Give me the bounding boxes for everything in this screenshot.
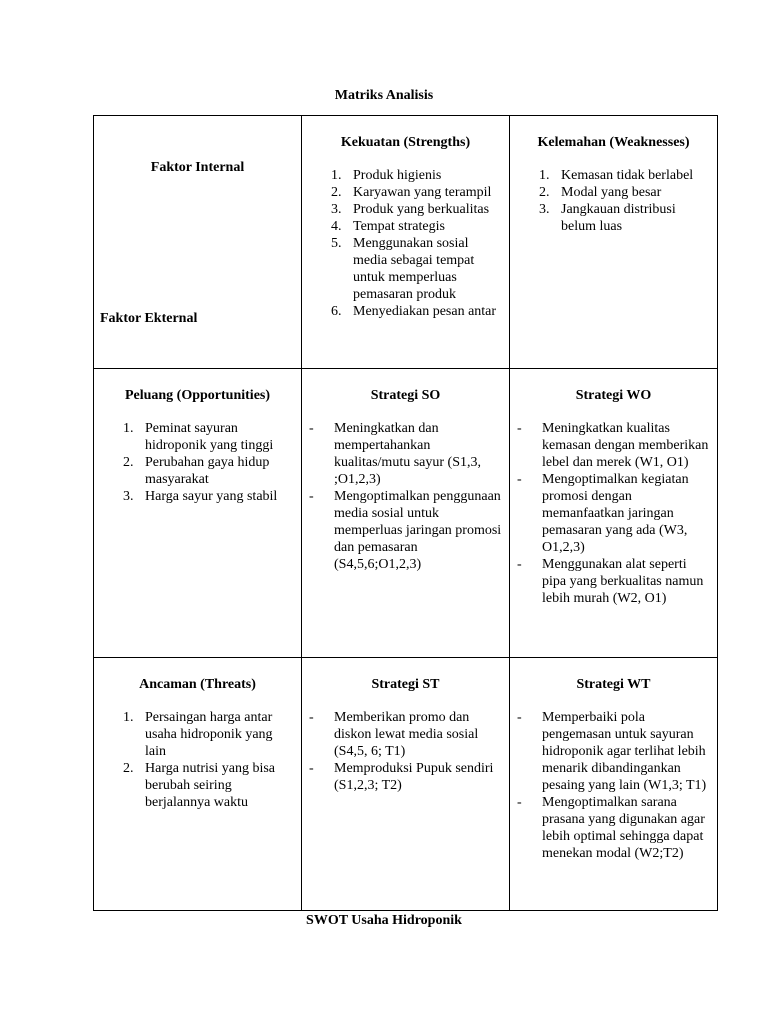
wo-heading: Strategi WO [575, 388, 652, 403]
corner-cell [94, 116, 302, 369]
table-caption: SWOT Usaha Hidroponik [306, 913, 462, 928]
list-item: - Memberikan promo dan diskon lewat media sosial (S4,5, 6; T1) [309, 710, 479, 759]
threats-heading: Ancaman (Threats) [139, 677, 256, 692]
threats-cell [94, 658, 302, 911]
wo-list [510, 420, 717, 607]
list-item: 1. Kemasan tidak berlabel [539, 168, 694, 183]
table-row [94, 116, 718, 369]
list-item: 2. Harga nutrisi yang bisa berubah seiring berjalannya waktu [123, 761, 275, 810]
strengths-cell [302, 116, 510, 369]
external-factor-label: Faktor Ekternal [100, 311, 198, 326]
strengths-list [302, 167, 509, 320]
st-list [302, 709, 509, 794]
weaknesses-cell [510, 116, 718, 369]
list-item: - Memproduksi Pupuk sendiri (S1,2,3; T2) [309, 761, 494, 793]
swot-matrix-table [93, 115, 718, 911]
wo-strategy-cell [510, 369, 718, 658]
so-heading: Strategi SO [370, 388, 441, 403]
list-item: - Meningkatkan kualitas kemasan dengan memberikan lebel dan merek (W1, O1) [517, 421, 709, 470]
list-item: 3. Harga sayur yang stabil [123, 489, 278, 504]
wt-heading: Strategi WT [576, 677, 651, 692]
threats-list [94, 709, 301, 811]
page-title: Matriks Analisis [334, 88, 434, 103]
list-item: - Mengoptimalkan penggunaan media sosial untuk memperluas jaringan promosi dan pemasaran (S4,5,6;O1,2,3) [309, 489, 502, 572]
so-strategy-cell [302, 369, 510, 658]
list-item: 2. Perubahan gaya hidup masyarakat [123, 455, 270, 487]
table-row [94, 369, 718, 658]
so-list [302, 420, 509, 573]
list-item: - Mengoptimalkan kegiatan promosi dengan memanfaatkan jaringan pemasaran yang ada (W3, O1,2,3) [517, 472, 689, 555]
list-item: 6. Menyediakan pesan antar [331, 304, 497, 319]
weaknesses-list [510, 167, 717, 235]
weaknesses-heading: Kelemahan (Weaknesses) [537, 135, 690, 150]
table-row [94, 658, 718, 911]
wt-list [510, 709, 717, 862]
list-item: 1. Peminat sayuran hidroponik yang tinggi [123, 421, 274, 453]
strengths-heading: Kekuatan (Strengths) [340, 135, 471, 150]
opportunities-cell [94, 369, 302, 658]
list-item: 5. Menggunakan sosial media sebagai tempat untuk memperluas pemasaran produk [331, 236, 475, 302]
list-item: 1. Produk higienis [331, 168, 442, 183]
opportunities-list [94, 420, 301, 505]
list-item: 3. Produk yang berkualitas [331, 202, 490, 217]
list-item: 1. Persaingan harga antar usaha hidroponik yang lain [123, 710, 273, 759]
list-item: - Mengoptimalkan sarana prasana yang digunakan agar lebih optimal sehingga dapat menekan modal (W2;T2) [517, 795, 705, 861]
list-item: 2. Modal yang besar [539, 185, 662, 200]
list-item: - Meningkatkan dan mempertahankan kualitas/mutu sayur (S1,3, ;O1,2,3) [309, 421, 481, 487]
list-item: - Menggunakan alat seperti pipa yang berkualitas namun lebih murah (W2, O1) [517, 557, 704, 606]
internal-factor-label: Faktor Internal [150, 160, 245, 175]
wt-strategy-cell [510, 658, 718, 911]
list-item: 4. Tempat strategis [331, 219, 445, 234]
list-item: - Memperbaiki pola pengemasan untuk sayuran hidroponik agar terlihat lebih menarik dibandingankan pesaing yang lain (W1,3; T1) [517, 710, 707, 793]
st-strategy-cell [302, 658, 510, 911]
list-item: 2. Karyawan yang terampil [331, 185, 492, 200]
opportunities-heading: Peluang (Opportunities) [124, 388, 271, 403]
st-heading: Strategi ST [371, 677, 440, 692]
list-item: 3. Jangkauan distribusi belum luas [539, 202, 676, 234]
